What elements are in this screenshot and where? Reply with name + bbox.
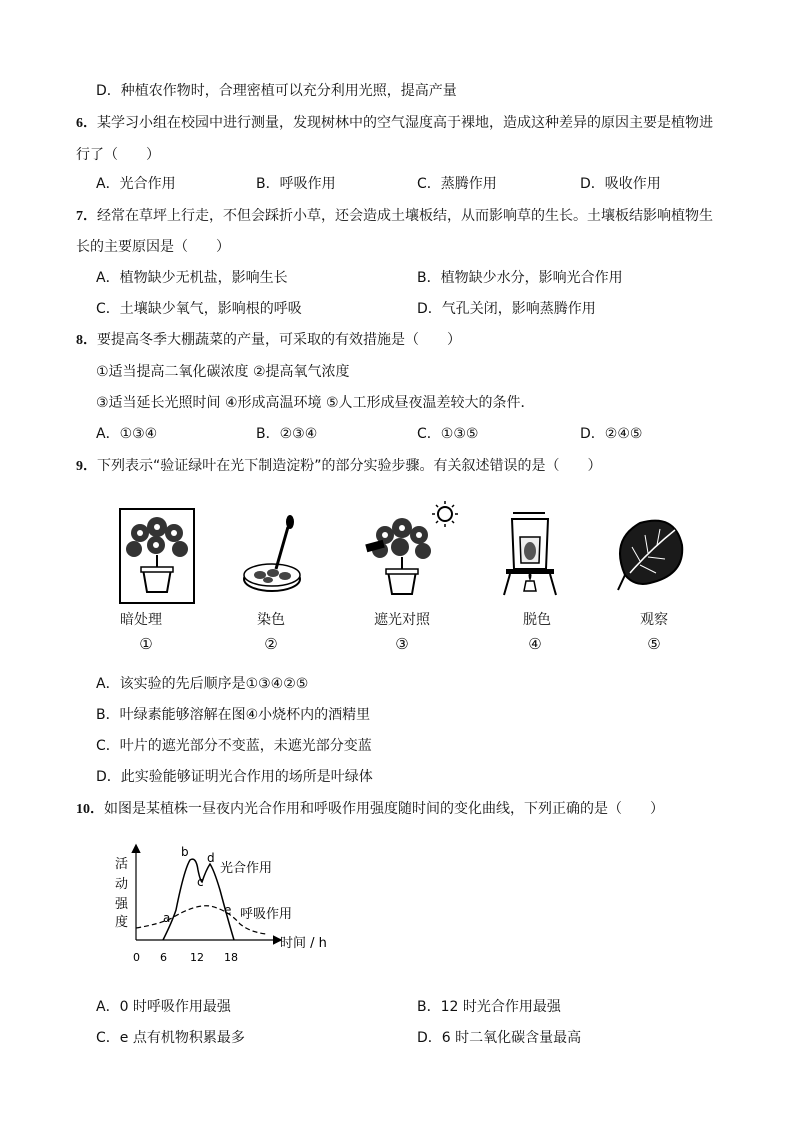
step3-number: ③ — [395, 635, 409, 653]
y-label-char-3: 强 — [115, 897, 129, 912]
q6-stem-line1: 某学习小组在校园中进行测量，发现树林中的空气湿度高于裸地，造成这种差异的原因主要是植物进 — [97, 115, 713, 131]
y-label-char-2: 动 — [115, 877, 129, 892]
q7-stem — [76, 206, 713, 227]
q6-option-b: B．呼吸作用 — [256, 176, 336, 192]
dark-treatment-image — [120, 509, 194, 603]
x-tick-0: 0 — [133, 951, 140, 964]
q10-option-c: C．e 点有机物积累最多 — [96, 1030, 245, 1046]
q6-stem — [76, 113, 713, 134]
q9-experiment-figure — [100, 495, 710, 615]
q9-option-b: B．叶绿素能够溶解在图④小烧杯内的酒精里 — [96, 707, 371, 723]
step3-label: 遮光对照 — [374, 612, 430, 628]
step2-label: 染色 — [257, 612, 285, 628]
step4-label: 脱色 — [523, 612, 551, 628]
q10-number: 10． — [76, 802, 104, 817]
q10-option-b: B．12 时光合作用最强 — [417, 999, 561, 1015]
q8-number: 8． — [76, 333, 97, 348]
q7-option-c: C．土壤缺少氧气，影响根的呼吸 — [96, 301, 302, 317]
q7-option-b: B．植物缺少水分，影响光合作用 — [417, 270, 623, 286]
series-label-respiration: 呼吸作用 — [240, 907, 293, 922]
q8-items-line2: ③适当延长光照时间 ④形成高温环境 ⑤人工形成昼夜温差较大的条件． — [96, 395, 535, 411]
q6-option-c: C．蒸腾作用 — [417, 176, 497, 192]
point-b: b — [181, 845, 189, 859]
q8-option-b: B．②③④ — [256, 426, 318, 442]
x-tick-6: 6 — [160, 951, 167, 964]
shading-contrast-image — [365, 501, 458, 594]
y-label-char-4: 度 — [115, 915, 129, 930]
step4-number: ④ — [528, 635, 542, 653]
q9-option-c: C．叶片的遮光部分不变蓝，未遮光部分变蓝 — [96, 738, 372, 754]
sun-icon — [432, 501, 458, 527]
point-c: c — [197, 875, 204, 889]
q9-stem — [76, 456, 602, 477]
q10-stem-text: 如图是某植株一昼夜内光合作用和呼吸作用强度随时间的变化曲线，下列正确的是（ ） — [104, 801, 664, 817]
x-axis-label: 时间 / h — [280, 936, 327, 951]
q6-option-a: A．光合作用 — [96, 176, 176, 192]
q8-items-line1: ①适当提高二氧化碳浓度 ②提高氧气浓度 — [96, 364, 350, 380]
step1-label: 暗处理 — [120, 612, 162, 628]
q8-option-a: A．①③④ — [96, 426, 158, 442]
step2-number: ② — [264, 635, 278, 653]
q6-number: 6． — [76, 116, 97, 131]
q7-stem-line2: 长的主要原因是（ ） — [76, 239, 230, 255]
staining-image — [244, 515, 300, 591]
q6-option-d: D．吸收作用 — [580, 176, 661, 192]
q10-option-d: D．6 时二氧化碳含量最高 — [417, 1030, 582, 1046]
y-label-char-1: 活 — [115, 857, 129, 872]
step5-label: 观察 — [640, 612, 668, 628]
q9-option-a: A．该实验的先后顺序是①③④②⑤ — [96, 676, 309, 692]
step1-number: ① — [139, 635, 153, 653]
q8-option-d: D．②④⑤ — [580, 426, 643, 442]
q7-option-d: D．气孔关闭，影响蒸腾作用 — [417, 301, 596, 317]
x-tick-12: 12 — [190, 951, 204, 964]
q7-option-a: A．植物缺少无机盐，影响生长 — [96, 270, 288, 286]
q9-option-d: D．此实验能够证明光合作用的场所是叶绿体 — [96, 769, 373, 785]
q8-stem — [76, 330, 461, 351]
step5-number: ⑤ — [647, 635, 661, 653]
q5-option-d: D．种植农作物时，合理密植可以充分利用光照，提高产量 — [96, 83, 457, 99]
observation-leaf-image — [618, 521, 682, 590]
series-label-photosynthesis: 光合作用 — [220, 861, 273, 876]
point-d: d — [207, 851, 215, 865]
q10-stem — [76, 799, 664, 820]
point-a: a — [163, 911, 171, 925]
decolorization-image — [504, 513, 556, 595]
q10-option-a: A．0 时呼吸作用最强 — [96, 999, 231, 1015]
q8-stem-text: 要提高冬季大棚蔬菜的产量，可采取的有效措施是（ ） — [97, 332, 461, 348]
activity-intensity-chart — [110, 840, 350, 965]
point-e: e — [224, 903, 232, 917]
q7-stem-line1: 经常在草坪上行走，不但会踩折小草，还会造成土壤板结，从而影响草的生长。土壤板结影响植物生 — [97, 208, 713, 224]
q6-stem-line2: 行了（ ） — [76, 147, 160, 163]
q8-option-c: C．①③⑤ — [417, 426, 479, 442]
q9-stem-text: 下列表示“验证绿叶在光下制造淀粉”的部分实验步骤。有关叙述错误的是（ ） — [97, 458, 602, 474]
x-tick-18: 18 — [224, 951, 238, 964]
q9-number: 9． — [76, 459, 97, 474]
q7-number: 7． — [76, 209, 97, 224]
